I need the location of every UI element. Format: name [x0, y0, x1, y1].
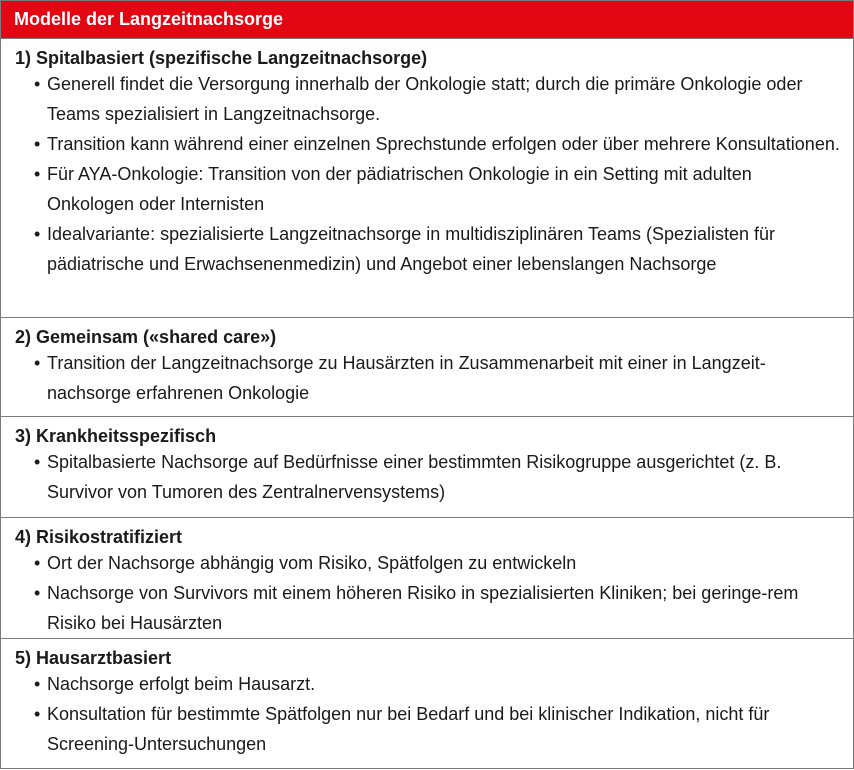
list-item: • Ort der Nachsorge abhängig vom Risiko, Spätfolgen zu entwickeln	[15, 548, 841, 578]
bullet-list	[15, 348, 841, 408]
bullet-icon: •	[34, 674, 41, 694]
bullet-icon: •	[34, 452, 41, 472]
list-item: • Generell findet die Versorgung innerhalb der Onkologie statt; durch die primäre Onkologie oder Teams spezialisiert in Langzeitnachsorge.	[15, 69, 841, 129]
list-item: • Transition kann während einer einzelnen Sprechstunde erfolgen oder über mehrere Konsultationen.	[15, 129, 841, 159]
section-gemeinsam	[1, 317, 853, 416]
bullet-icon: •	[34, 704, 41, 724]
table-header: Modelle der Langzeitnachsorge	[1, 1, 853, 38]
bullet-icon: •	[34, 224, 41, 244]
section-heading: 5) Hausarztbasiert	[15, 648, 172, 668]
bullet-icon: •	[34, 134, 41, 154]
list-item: • Nachsorge erfolgt beim Hausarzt.	[15, 669, 841, 699]
list-item: • Für AYA-Onkologie: Transition von der pädiatrischen Onkologie in ein Setting mit adulten Onkologen oder Internisten	[15, 159, 841, 219]
section-heading: 2) Gemeinsam («shared care»)	[15, 327, 277, 347]
section-krankheitsspezifisch	[1, 416, 853, 517]
section-spitalbasiert	[1, 38, 853, 317]
bullet-icon: •	[34, 553, 41, 573]
bullet-icon: •	[34, 74, 41, 94]
bullet-list	[15, 69, 841, 279]
list-item: • Transition der Langzeitnachsorge zu Hausärzten in Zusammenarbeit mit einer in Langzeit-nachsorge erfahrenen Onkologie	[15, 348, 841, 408]
bullet-icon: •	[34, 164, 41, 184]
section-heading: 1) Spitalbasiert (spezifische Langzeitnachsorge)	[15, 48, 428, 68]
list-item: • Konsultation für bestimmte Spätfolgen nur bei Bedarf und bei klinischer Indikation, nicht für Screening-Untersuchungen	[15, 699, 841, 759]
list-item: • Nachsorge von Survivors mit einem höheren Risiko in spezialisierten Kliniken; bei geringe-rem Risiko bei Hausärzten	[15, 578, 841, 638]
list-item: • Spitalbasierte Nachsorge auf Bedürfnisse einer bestimmten Risikogruppe ausgerichtet (z. B. Survivor von Tumoren des Zentralnervensystems)	[15, 447, 841, 507]
bullet-icon: •	[34, 583, 41, 603]
section-hausarztbasiert	[1, 638, 853, 770]
bullet-list	[15, 548, 841, 638]
bullet-icon: •	[34, 353, 41, 373]
list-item: • Idealvariante: spezialisierte Langzeitnachsorge in multidisziplinären Teams (Spezialisten für pädiatrische und Erwachsenenmedizin) und Angebot einer lebenslangen Nachsorge	[15, 219, 841, 279]
section-heading: 4) Risikostratifiziert	[15, 527, 183, 547]
bullet-list	[15, 669, 841, 759]
bullet-list	[15, 447, 841, 507]
section-risikostratifiziert	[1, 517, 853, 638]
section-heading: 3) Krankheitsspezifisch	[15, 426, 217, 446]
